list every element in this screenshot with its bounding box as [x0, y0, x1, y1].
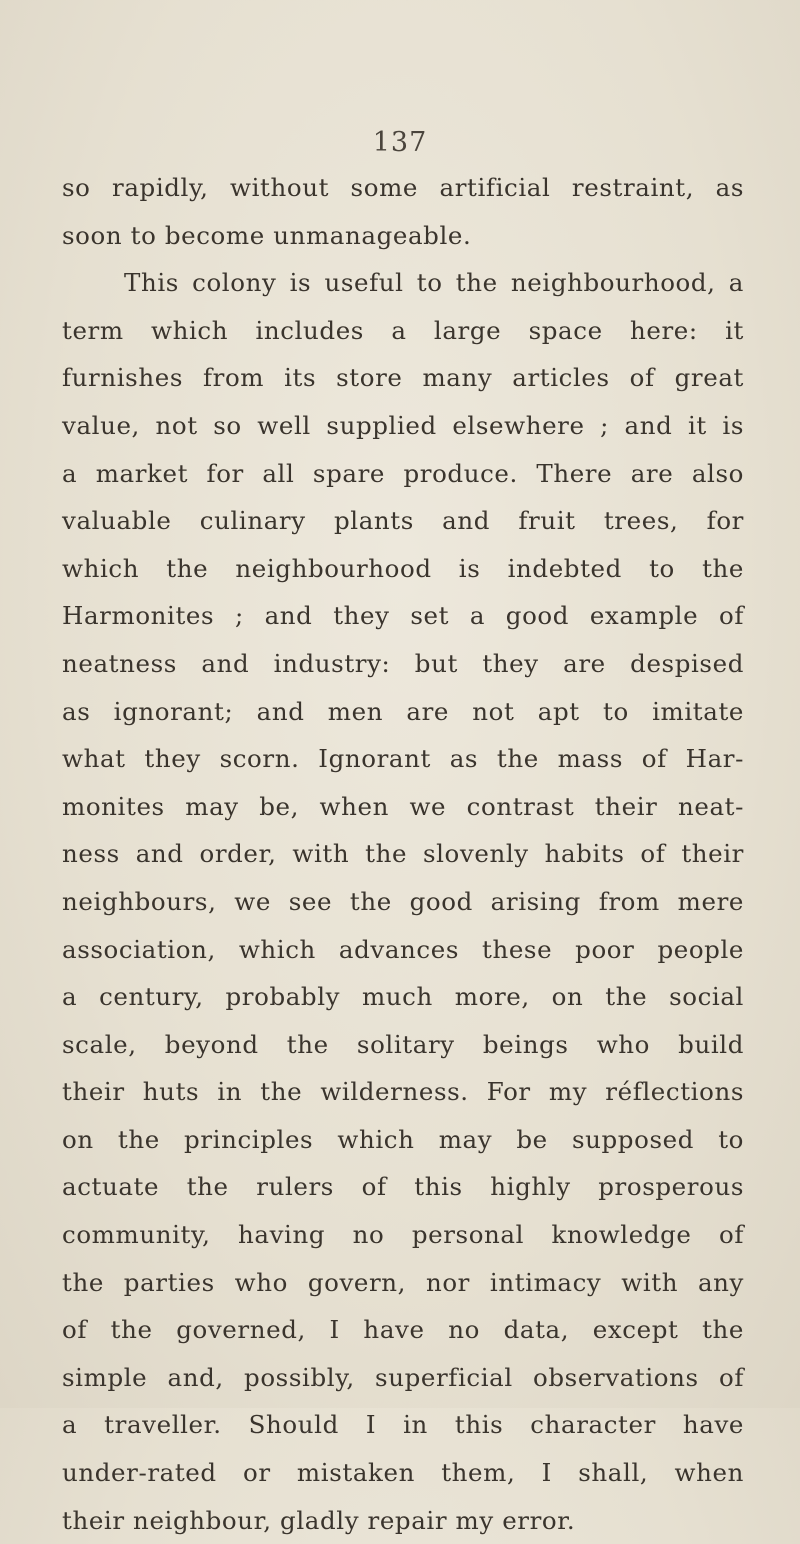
text-line: term which includes a large space here: it — [62, 315, 744, 345]
text-line: as ignorant; and men are not apt to imitate — [62, 696, 744, 726]
text-line: on the principles which may be supposed to — [62, 1124, 744, 1154]
text-line: ness and order, with the slovenly habits of their — [62, 839, 744, 869]
text-line: association, which advances these poor people — [62, 934, 744, 964]
text-line: soon to become unmanageable. — [62, 220, 472, 250]
text-line: so rapidly, without some artificial restraint, as — [62, 173, 744, 202]
text-line: a market for all spare produce. There are also — [62, 458, 744, 488]
text-line: valuable culinary plants and fruit trees, for — [62, 506, 744, 536]
text-line: scale, beyond the solitary beings who build — [62, 1029, 744, 1059]
text-line: under-rated or mistaken them, I shall, when — [62, 1458, 744, 1488]
text-line: Harmonites ; and they set a good example of — [62, 601, 744, 631]
text-line: what they scorn. Ignorant as the mass of Har- — [62, 744, 744, 774]
body-text — [62, 164, 744, 1544]
text-line: their neighbour, gladly repair my error. — [62, 1505, 576, 1535]
text-line: community, having no personal knowledge of — [62, 1220, 744, 1250]
text-line: furnishes from its store many articles of great — [62, 363, 744, 393]
text-line: monites may be, when we contrast their neat- — [62, 791, 744, 821]
text-line: neighbours, we see the good arising from mere — [62, 886, 744, 916]
text-line: simple and, possibly, superficial observations of — [62, 1362, 744, 1392]
text-line: neatness and industry: but they are despised — [62, 648, 744, 678]
text-line: the parties who govern, nor intimacy with any — [62, 1267, 744, 1297]
text-line: which the neighbourhood is indebted to the — [62, 553, 744, 583]
text-line: of the governed, I have no data, except the — [62, 1315, 744, 1345]
text-line: their huts in the wilderness. For my réflections — [62, 1077, 744, 1107]
text-line: a century, probably much more, on the social — [62, 982, 744, 1012]
page-number: 137 — [372, 127, 428, 158]
text-line: actuate the rulers of this highly prosperous — [62, 1172, 744, 1202]
text-line: value, not so well supplied elsewhere ; and it is — [62, 410, 744, 440]
text-line: a traveller. Should I in this character have — [62, 1410, 744, 1440]
paragraph-start-line: This colony is useful to the neighbourhood, a — [124, 268, 744, 298]
